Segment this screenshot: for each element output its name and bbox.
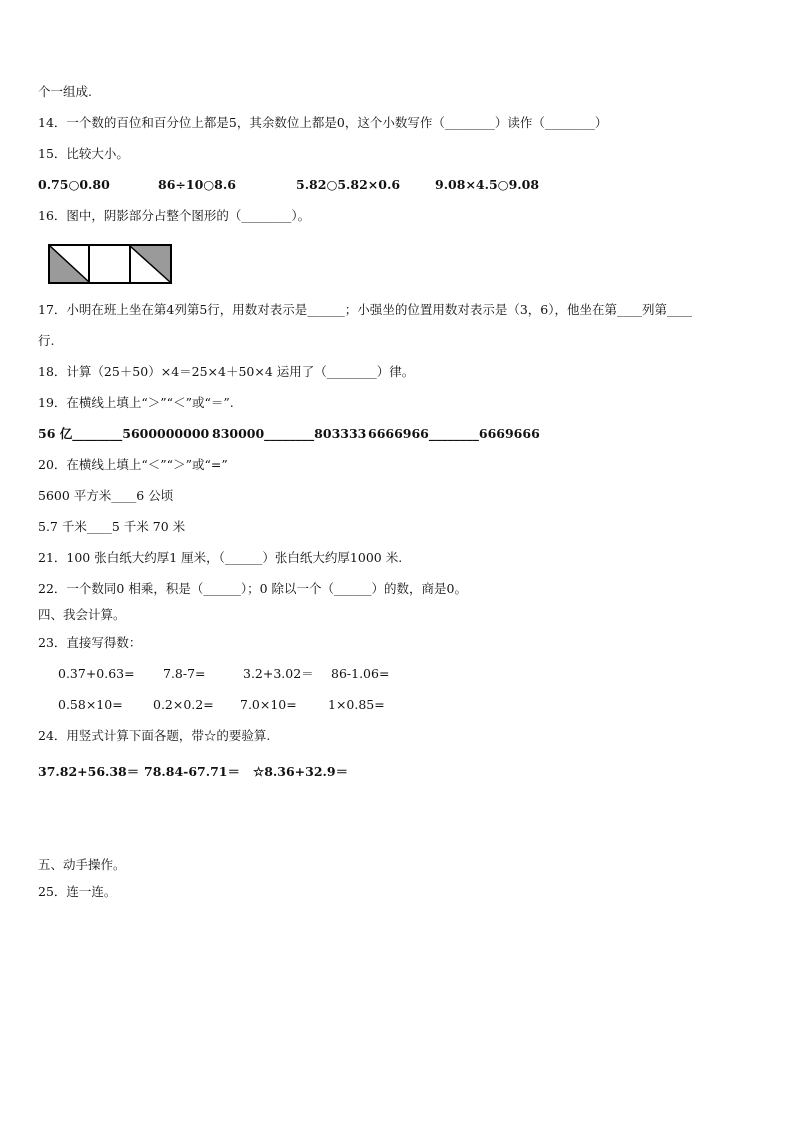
question-25: 25．连一连。 [38,884,117,899]
question-17: 17．小明在班上坐在第4列第5行，用数对表示是______；小强坐的位置用数对表示是（3，6），他坐在第____列第____ [38,302,692,317]
question-20: 20．在横线上填上“＜”“＞”或“=” [38,457,228,472]
calc-item: 7.8-7= [163,666,206,681]
section-5-heading: 五、动手操作。 [38,857,126,872]
question-16: 16．图中，阴影部分占整个图形的（________）。 [38,208,311,223]
question-21: 21．100 张白纸大约厚1 厘米，（______）张白纸大约厚1000 米. [38,550,403,565]
section-4-heading: 四、我会计算。 [38,607,126,622]
calc-item: 0.58×10= [58,697,123,712]
question-19: 19．在横线上填上“＞”“＜”或“＝”. [38,395,234,410]
question-22: 22．一个数同0 相乘，积是（______）；0 除以一个（______）的数，商是0。 [38,581,467,596]
compare-item: 86÷10○8.6 [158,177,236,192]
question-15: 15．比较大小。 [38,146,129,161]
fill-item: 6666966________6669666 [368,426,540,441]
compare-item: 0.75○0.80 [38,177,110,192]
question-20-item-a: 5600 平方米____6 公顷 [38,488,174,503]
calc-item: 0.37+0.63= [58,666,135,681]
fragment-line: 个一组成. [38,84,92,99]
fill-item: 830000________803333 [212,426,367,441]
question-14: 14．一个数的百位和百分位上都是5，其余数位上都是0，这个小数写作（________）读作（________） [38,115,608,130]
vertical-calc-item: ☆8.36+32.9＝ [253,764,349,779]
calc-item: 1×0.85= [328,697,385,712]
calc-item: 7.0×10= [240,697,297,712]
compare-item: 5.82○5.82×0.6 [296,177,401,192]
calc-item: 3.2+3.02＝ [243,666,314,681]
calc-item: 0.2×0.2= [153,697,214,712]
vertical-calc-item: 37.82+56.38＝ [38,764,140,779]
calc-item: 86-1.06= [331,666,390,681]
question-23: 23．直接写得数： [38,635,142,650]
shaded-squares-figure [48,244,172,284]
question-18: 18．计算（25＋50）×4＝25×4＋50×4 运用了（________）律。 [38,364,415,379]
question-24: 24．用竖式计算下面各题，带☆的要验算. [38,728,271,743]
vertical-calc-item: 78.84-67.71＝ [144,764,240,779]
compare-item: 9.08×4.5○9.08 [435,177,540,192]
question-20-item-b: 5.7 千米____5 千米 70 米 [38,519,186,534]
fill-item: 56 亿________5600000000 [38,426,210,441]
question-17-continued: 行. [38,333,55,348]
